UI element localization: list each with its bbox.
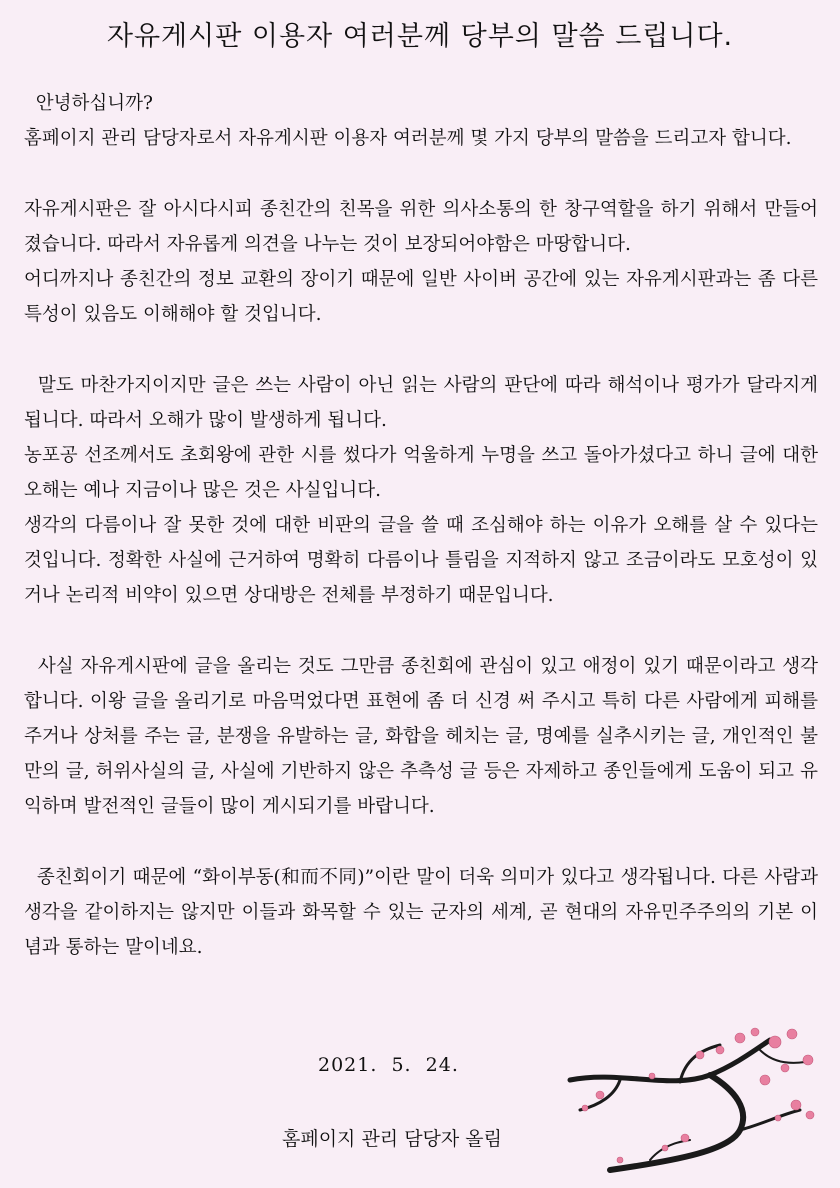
paragraph-line: 홈페이지 관리 담당자로서 자유게시판 이용자 여러분께 몇 가지 당부의 말씀을 드리고자 합니다. xyxy=(24,128,792,149)
paragraph-line: 어디까지나 종친간의 정보 교환의 장이기 때문에 일반 사이버 공간에 있는 자유게시판과는 좀 다른 특성이 있음도 이해해야 할 것입니다. xyxy=(24,269,818,325)
plum-blossom-branch-illustration xyxy=(560,1020,830,1180)
paragraph-line: 생각의 다름이나 잘 못한 것에 대한 비판의 글을 쓸 때 조심해야 하는 이유가 오해를 살 수 있다는 것입니다. 정확한 사실에 근거하여 명확히 다름이나 틀림을 지적하지 않고 조금이라도 모호성이 있거나 논리적 비약이 있으면 상대방은 전체를 부정하기 때문입니다. xyxy=(24,515,818,606)
paragraph-line: 안녕하십니까? xyxy=(24,93,153,114)
signature: 홈페이지 관리 담당자 올림 xyxy=(282,1128,503,1150)
paragraph-line: 종친회이기 때문에 “화이부동(和而不同)”이란 말이 더욱 의미가 있다고 생각됩니다. 다른 사람과 생각을 같이하지는 않지만 이들과 화목할 수 있는 군자의 세계, 곧 현대의 자유민주주의의 기본 이념과 통하는 말이네요. xyxy=(24,867,824,958)
date: 2021. 5. 24. xyxy=(318,1054,459,1076)
paragraph-line: 자유게시판은 잘 아시다시피 종친간의 친목을 위한 의사소통의 한 창구역할을 하기 위해서 만들어졌습니다. 따라서 자유롭게 의견을 나누는 것이 보장되어야함은 마땅합니다. xyxy=(24,199,818,255)
paragraph-line: 농포공 선조께서도 초회왕에 관한 시를 썼다가 억울하게 누명을 쓰고 돌아가셨다고 하니 글에 대한 오해는 예나 지금이나 많은 것은 사실입니다. xyxy=(24,445,818,501)
paragraph-line: 말도 마찬가지이지만 글은 쓰는 사람이 아닌 읽는 사람의 판단에 따라 해석이나 평가가 달라지게 됩니다. 따라서 오해가 많이 발생하게 됩니다. xyxy=(24,375,824,431)
paragraph-line: 사실 자유게시판에 글을 올리는 것도 그만큼 종친회에 관심이 있고 애정이 있기 때문이라고 생각합니다. 이왕 글을 올리기로 마음먹었다면 표현에 좀 더 신경 써 주시고 특히 다른 사람에게 피해를 주거나 상처를 주는 글, 분쟁을 유발하는 글, 화합을 헤치는 글, 명예를 실추시키는 글, 개인적인 불만의 글, 허위사실의 글, 사실에 기반하지 않은 추측성 글 등은 자제하고 종인들에게 도움이 되고 유익하며 발전적인 글들이 많이 게시되기를 바랍니다. xyxy=(24,656,824,817)
letter-body xyxy=(24,86,824,965)
document-title: 자유게시판 이용자 여러분께 당부의 말씀 드립니다. xyxy=(106,21,734,52)
